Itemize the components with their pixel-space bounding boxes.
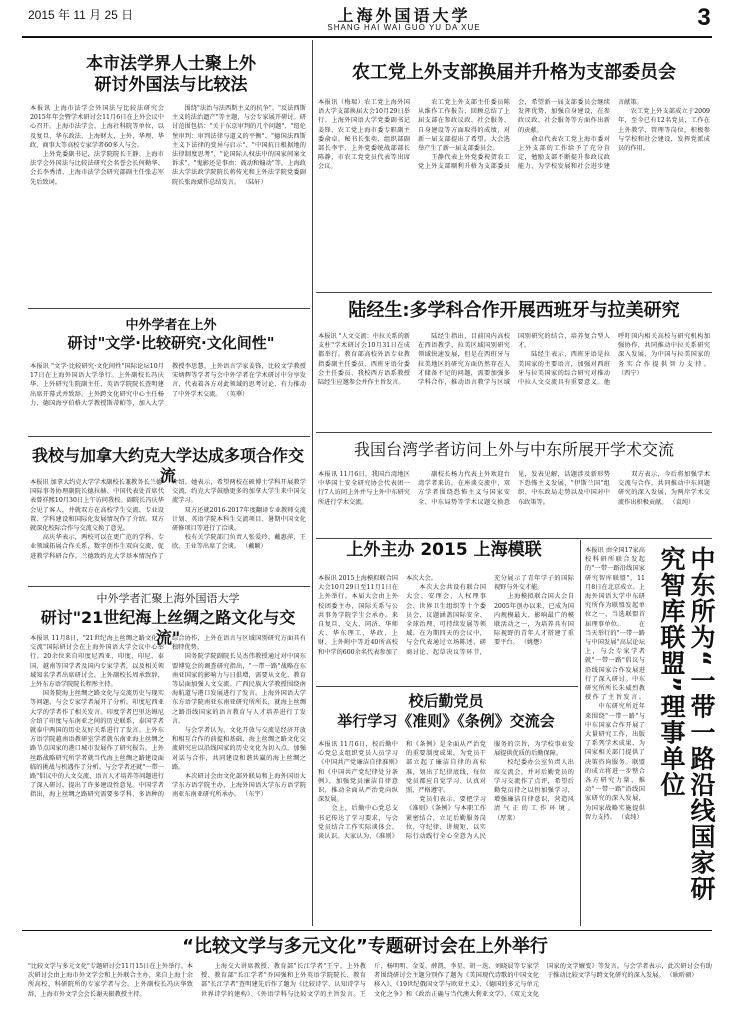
lu-byline: （西宁）	[618, 369, 643, 377]
column-divider	[312, 40, 313, 926]
law-byline: （陆轩）	[242, 178, 267, 186]
literature-body-text: 本报讯 "文学·比较研究·文化间性"国际论坛10月17日在上海外国语大学举行。上外副校长冯庆华、上外研究生院副主任、英语学院院长查明建出席开幕式并致辞。上外跨文化研究中心主任杨力，德国海亨伯格大学教授斯蒂帕等，加入大学教授李思慧，上外语言学家姜锋，比较文学教授宋炳辉等学者与会中外学者在学术研讨中分享发言，代表着各方对此领域的思考讨论，有力推动了中外学术交流。	[30, 363, 306, 407]
issue-date: 2015 年 11 月 25 日	[28, 8, 134, 22]
law-title	[40, 54, 302, 97]
literature-body	[30, 362, 306, 432]
multiculture-body-text: "比较文学与多元文化"专题研讨会11月15日在上外举行。本次研讨会由上海市外文学会和上外联合主办，来自上海十余所高校、科研院所的专家学者与会。上外副校长冯庆华致辞，上海市外文学会会长谢天振教授主持。 上海交大讲席教授、教育部"长江学者"王宁，上外教授、教育部"长江学者"乔国强和上外英语学院院长、教育部"长江学者"查明建先后作了题为《比较诗学、认知诗学与世界诗学的建构》、《外语学科与比较文学的主旨发言。王斤、杨明明、金雯、薛凯、李星、胡一迭、刘晓晨等专家学者围绕研讨会主题分别作了题为《美国现代诗歌的中国文化移入》、《19世纪俄国文学与欧亚主义》、《德国的多元与单元文化之争》和《政治正确与当代澳大利亚文学》、《双元文化国家的文学嬗变》等发言。与会学者表示，此次研讨会有助于推动比较文学与跨文化研究的深入发展。	[28, 963, 712, 998]
mideast-title: 中东所为“一带一路沿线国家研究智库联盟”理事单位	[657, 546, 716, 902]
taiwan-body	[318, 470, 710, 534]
model-un-body-text: 本报讯 2015上海模拟联合国大会10月29日至11月1日在上外举行。本届大会由上外校团委主办，国际关系与公共事务学院学生会承办。来自复旦、交大、同济、华师大、华东理工、华政、上财、上外附中等近40所高校和中学的600余名代表参加了本次大会。 本次大会共设有联合国大会、安理会、人权理事会、世界卫生组织等十个委员会，议题涵盖国际安全、全球治理、可持续发展等领域。在为期四天的会议中，与会代表通过立场陈述、磋商讨论、起草决议等环节，充分展示了青年学子的国际视野与外交才能。 上海模拟联合国大会自2005年创办以来，已成为国内规模最大、影响最广的模联活动之一，为培养具有国际视野的青年人才搭建了重要平台。	[318, 575, 574, 656]
divider	[28, 308, 310, 309]
silkroad-title: 研讨"21世纪海上丝绸之路文化与交流"	[40, 608, 296, 647]
divider	[28, 436, 310, 437]
masthead-rule	[22, 36, 712, 38]
taiwan-title: 我国台湾学者访问上外与中东所展开学术交流	[353, 440, 674, 459]
divider	[28, 586, 310, 587]
law-title-line2: 研讨外国法与比较法	[94, 75, 248, 96]
taiwan-body-text: 本报讯 11月6日，我国台湾地区中华国土安全研究协会代表团一行7人访问上外并与上外中东研究所进行学术交流。 副校长杨力代表上外欢迎台湾学者来访。在座谈交流中，双方学者围绕恐怖主义与国家安全、中东局势等学术议题交换意见，发表见解，话题涉及新形势下恐怖主义发展、"伊斯兰国"组织、中东政局走势以及中国对中东政策等。 双方表示，今后将加强学术交流与合作，共同推动中东问题研究的深入发展，为两岸学术交流作出积极贡献。	[318, 471, 710, 506]
literature-byline: （英華）	[223, 390, 249, 398]
model-un-byline: （姚懋）	[520, 639, 546, 647]
silkroad-kicker: 中外学者汇聚上海外国语大学	[96, 592, 240, 605]
law-body	[30, 104, 306, 304]
divider	[316, 538, 712, 539]
multiculture-title: “比较文学与多元文化”专题研讨会在上外举行	[182, 936, 548, 957]
party-body-text: 本报讯 11月6日，校后勤中心党总支组织党员人员学习《中国共产党廉洁自律准则》和《中国共产党纪律处分条例》，加强党员廉洁自律意识，推动全面从严治党向纵深发展。 会上，后勤中心党总支书记传达了学习要求，与会党员结合工作实际谈体会、谈认识。大家认为，《准则》和《条例》是全面从严治党的重要制度成果，为党员干部立起了廉洁自律的高标准，划出了纪律底线，每位党员都应自觉学习、认真对照、严格遵守。 党员们表示，要把学习《准则》《条例》与本职工作紧密结合，立足后勤服务岗位，守纪律、讲规矩，以实际行动践行全心全意为人民服务的宗旨，为学校事业发展提供优质的后勤保障。 校纪委办公室负责人出席交流会，并对后勤党员的学习交流作了点评，希望后勤党员持之以恒加强学习，增强廉洁自律意识，营造风清气正的工作环境。	[318, 741, 574, 841]
multiculture-body	[28, 962, 712, 1028]
mideast-byline: （袁纯）	[617, 813, 643, 821]
party-title: 举行学习《准则》《条例》交流会	[337, 712, 555, 730]
divider	[316, 292, 712, 293]
mideast-body-text: 本报讯 由全国17家高校科研所联合发起的"一带一路沿线国家研究智库联盟"，11月8日在北京成立。上海外国语大学中东研究所作为联盟发起单位之一，当选联盟首届理事单位。 在当天举行的"一带一路与中国发展"高层论坛上，与会专家学者就"一带一路"倡议与沿线国家合作发展进行了深入研讨。中东研究所所长朱威烈教授作了主旨发言。 中东研究所近年来围绕"一带一路"与中东国家合作开展了大量研究工作，出版了系列学术成果，为国家相关部门提供了决策咨询服务。联盟的成立将进一步整合各方研究力量，推动"一带一路"沿线国家研究的深入发展，为国家战略实施提供智力支持。	[585, 547, 645, 821]
canada-byline: （戴颖）	[242, 543, 267, 551]
law-body-text: 本报讯 上海市法学会外国法与比较法研究会2015年年会暨学术研讨会11月6日在上外会议中心召开。上海市法学会、上海社科院等单位，以及复旦、华东政法、上海财大、上外、华理、华政、商事大等高校专家学者60多人与会。 上外党委副书记、法学院院长王静、上海市法学会外国法与比较法研究会名誉会长何勤华、会长李秀清、上海市法学会研究部副主任张志军先后致词。 围绕"法治与法西斯主义的抗争"、"反法西斯主义的法治遗产"等主题，与会专家展开研讨。研讨范围包括："关于东京审判的几个问题"、"纽伦堡审判：审判法律与道义的平衡"、"德国法西斯主义下法律的变异与启示"、"中国抗日根据地的法律制度思考"、"论国际人权法中的国家间案文诉求"、"鬼影还是事由：鼓动和煽动"等。上海政法大学法政学院院长蒋传光和上外法学院党委副院长张海斌作总结发言。	[30, 105, 306, 186]
party-byline: （厚棠）	[494, 814, 519, 822]
lu-body-text: 本报讯 "人文交流：中拉关系的新支柱"学术研讨会10月31日在成都举行。教育部高校外语专业教指委副主任委员、西班牙语分委会主任委员、我校西方语系教授陆经生应邀参会并作主旨发言。 陆经生指出，目前国内高校在西语教学、拉美区域国别研究领域快速发展，但是在西班牙与拉美地区的研究方面仍然存在人才储备不足的问题，需要加强多学科合作，推动语言教学与区域国别研究的结合，培养复合型人才。 陆经生表示，西班牙语是拉美国家的主要语言，加强对西班牙与拉美国家的综合研究对推动中拉人文交流具有重要意义。他呼吁国内相关高校与研究机构加强协作，共同推动中拉关系研究深入发展，为中国与拉美国家的务实合作提供智力支持。	[318, 333, 710, 387]
model-un-title: 上外主办 2015 上海模联	[346, 540, 542, 560]
newspaper-title: 上海外国语大学	[337, 6, 471, 25]
model-un-body	[318, 574, 574, 682]
taiwan-byline: （袁纯）	[669, 498, 695, 506]
party-body	[318, 740, 574, 926]
peasant-title: 农工党上外支部换届并升格为支部委员会	[352, 62, 676, 83]
literature-title	[40, 318, 302, 353]
peasant-body-text: 本报讯（梅瑞）农工党上海外国语大学支部换届大会10月29日举行。上海外国语大学党委副书记姜锋、农工党上海市委专职副主委俞卓、秘书长张奕、组织部副部长李宇、上外党委统战部部长陈静、市农工党党员代表等出席会议。 农工党上外支部主任委员陈从维作工作报告，回顾总结了上届支部在参政议政、社会服务、自身建设等方面取得的成绩，对新一届支部提出了希望。大会选举产生了新一届支部委员会。 王静代表上外党委祝贺农工党上外支部顺利升格为支部委员会，希望新一届支部委员会继续发挥优势，加强自身建设，在参政议政、社会服务等方面作出新的贡献。 俞卓代表农工党上海市委对上外支部的工作给予了充分肯定，勉励支部不断提升参政议政能力，为学校发展和社会进步建言献策。 农工党上外支部成立于2009年，至今已有12名党员，工作在上外教学、管理等岗位，积极参与学校和社会建设，发挥党派成员的作用。	[318, 99, 710, 171]
canada-title: 我校与加拿大约克大学达成多项合作交流	[31, 446, 304, 485]
canada-body	[30, 478, 306, 580]
canada-body-text: 本报讯 加拿大约克大学学术副校长兼教务长兰德·国际事务协理副院长德拉赫、中国代表处首席代表曾祥熙10月30日上午访问我校。副院长冯庆华会见了客人，并就双方在高校学生交流、专业设置、学科建设和国际化发展情况作了介绍。双方就深化校际合作与交流交换了意见。 高庆华表示，两校可以在更广范的学科、专业领域拓展合作关系，数字创作生双向交流，促进教学科研合作。兰德致约克大学基本情况作了介绍。她表示，希望两校在硕博士学科开展教学交流，约克大学鼓励更多的加拿大学生来中国交流学习。 双方还就2016-2017年度翻译专业教师交流计划、英语学院本科生交流项目、暑期中国文化研修项目等进行了洽谈。 校有关学院部门负责人张爱玲、戴惠萍、王欣、王业等出席了会谈。	[30, 479, 306, 560]
literature-title-line1: 中外学者在上外	[125, 318, 217, 333]
divider	[316, 686, 578, 687]
divider	[316, 432, 712, 433]
multiculture-byline: （耿昕硕）	[666, 972, 698, 980]
silkroad-body-text: 本报讯 11月8日，"21世纪海上丝绸之路文化与交流"国际研讨会在上海外国语大学会议中心举行。20余位来自印度尼西亚、印度、印尼、泰国、越南等国学者及国内专家学者，以及相关领域知名学者出席研讨会。上外副校长周承致辞，上外东方语学院院长程彤主持。 国务院海上丝绸之路文化与交流历史与现实等问题，与会专家学者展开了分析。印度尼西亚大学的学者作了相关发言。印度学者巴里达姆尼介绍了印度与东南亚之间的历史联系，泰国学者就泰中两国的历史友好关系进行了发言。上外东方语学院越南语教研室学者就东南亚海上丝绸之路节点国家的港口城市发展作了研究报告。上外丝路战略研究所学者就当代海上丝绸之路建设面临的挑战与机遇作了分析。与会学者还就"一带一路"倡议中的人文交流、语言人才培养等问题进行了深入研讨，提出了许多建设性意见。中国学者指出，海上丝绸之路研究需要多学科、多语种的综合协作，上外在语言与区域国别研究方面具有独特优势。 国务院学院副院长吴杰伟教授通过对中国东盟博览会的调查研究指出，"一带一路"战略在东南亚国家的影响力与日俱增，需要从文化、教育等层面加强人文交流。广西民族大学教授围绕南海航道与港口发展进行了发言。上海外国语大学东方语学院南亚东南亚研究所所长，就海上丝绸之路沿线国家的语言教育与人才培养进行了发言。 与会学者认为，文化开放与交流是经济开放和相互合作的前提和基础，海上丝绸之路文化交流研究应以沿线国家的历史文化为切入点，加强对话与合作，共同建设和谐共赢的海上丝绸之路。 本次研讨会由文化部外联局和上海外国语大学东方语学院主办，上海外国语大学东方语学院南亚东南亚研究所承办。	[30, 635, 306, 799]
page-number: 3	[697, 4, 711, 31]
mideast-body	[585, 546, 645, 926]
column-divider	[580, 540, 581, 926]
party-kicker: 校后勤党员	[408, 692, 484, 710]
law-title-line1: 本市法学界人士聚上外	[86, 54, 256, 74]
bottom-band-rule	[22, 930, 712, 931]
newspaper-subtitle: SHANG HAI WAI GUO YU DA XUE	[327, 23, 481, 32]
peasant-body	[318, 98, 710, 288]
lu-body	[318, 332, 710, 428]
silkroad-body	[30, 634, 306, 926]
silkroad-byline: （东宇）	[242, 791, 267, 799]
literature-title-line2: 研讨"文学·比较研究·文化间性"	[67, 334, 275, 353]
lu-title: 陆经生:多学科合作开展西班牙与拉美研究	[348, 300, 680, 321]
